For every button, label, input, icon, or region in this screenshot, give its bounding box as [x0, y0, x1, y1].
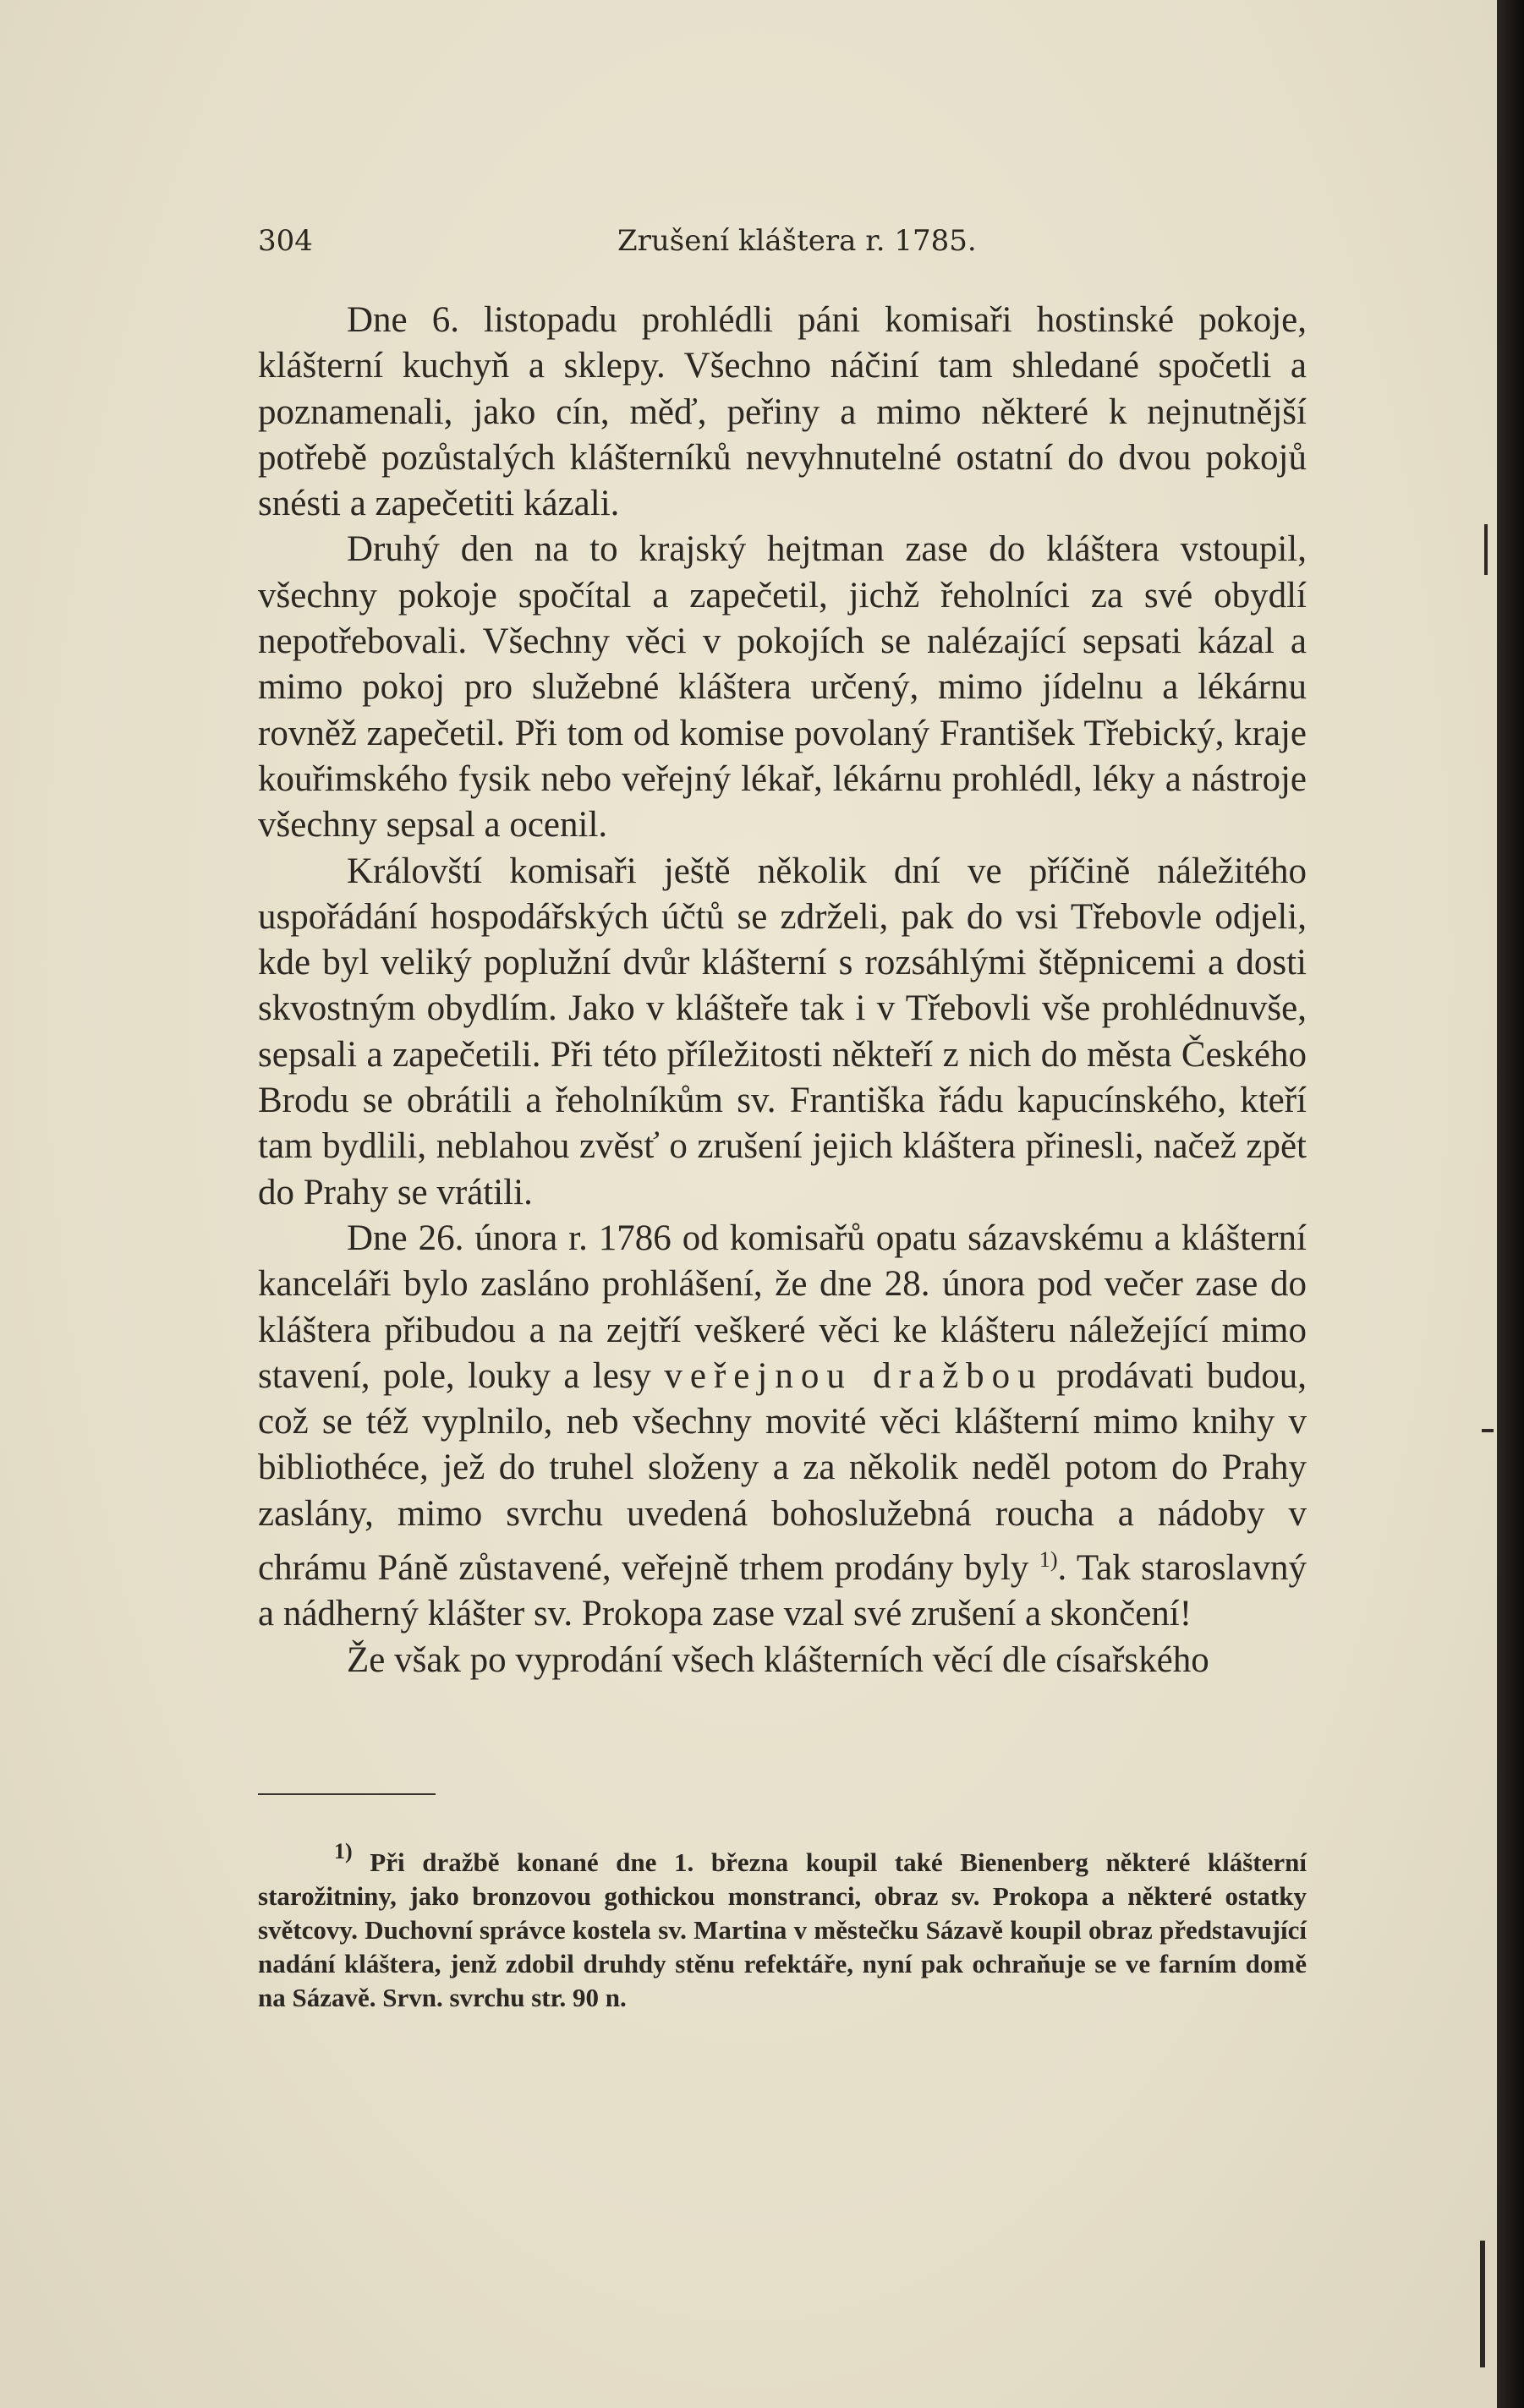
page-edge: [1497, 0, 1524, 2408]
paragraph-4-middle: prodávati budou, což se též vyplnilo, neb všechny movité věci klášterní mimo knihy v bibliothéce, jež do truhel složeny a za několik neděl potom do Prahy zaslány, mimo svrchu uvedená bohoslužebná roucha a nádoby v chrámu Páně zůstavené, veřejně trhem prodány byly: [258, 1355, 1307, 1589]
page-number: 304: [258, 224, 313, 258]
paragraph-4: [258, 1216, 1307, 1638]
footnote-reference: 1): [1039, 1547, 1058, 1573]
paragraph-4-end: . Tak staroslavný a nádherný klášter sv. Prokopa zase vzal své zrušení a skončení!: [258, 1548, 1307, 1634]
body-text: [258, 298, 1307, 1683]
footnote-paragraph: [258, 1835, 1307, 2015]
spaced-emphasis: veřejnou dražbou: [664, 1355, 1044, 1396]
footnote-separator: [258, 1793, 436, 1795]
running-title: Zrušení kláštera r. 1785.: [617, 224, 977, 258]
margin-mark: [1480, 2241, 1485, 2367]
footnote-text: Při dražbě konané dne 1. března koupil také Bienenberg některé klášterní starožitniny, jako bronzovou gothickou monstranci, obraz sv. Prokopa a některé ostatky světcovy. Duchovní správce kostela sv. Martina v městečku Sázavě koupil obraz představující nadání kláštera, jenž zdobil druhdy stěnu refektáře, nyní pak ochraňuje se ve farním domě na Sázavě. Srvn. svrchu str. 90 n.: [258, 1847, 1307, 2012]
page-header: [258, 224, 1302, 263]
paragraph-2: Druhý den na to krajský hejtman zase do kláštera vstoupil, všechny pokoje spočítal a zapečetil, jichž řeholníci za své obydlí nepotřebovali. Všechny věci v pokojích se nalézající sepsati kázal a mimo pokoj pro služebné kláštera určený, mimo jídelnu a lékárnu rovněž zapečetil. Při tom od komise povolaný František Třebický, kraje kouřimského fysik nebo veřejný lékař, lékárnu prohlédl, léky a nástroje všechny sepsal a ocenil.: [258, 529, 1307, 846]
footnote-marker: 1): [334, 1839, 353, 1863]
margin-mark: [1482, 1429, 1494, 1432]
paragraph-4-start: Dne 26. února r. 1786 od komisařů opatu sázavskému a klášterní kanceláři bylo zasláno prohlášení, že dne 28. února pod večer zase do kláštera přibudou a na zejtří veškeré věci ke klášteru náležející mimo stavení, pole, louky a lesy: [258, 1218, 1307, 1396]
paragraph-3: Královští komisaři ještě několik dní ve příčině náležitého uspořádání hospodářských účtů se zdrželi, pak do vsi Třebovle odjeli, kde byl veliký poplužní dvůr klášterní s rozsáhlými štěpnicemi a dosti skvostným obydlím. Jako v klášteře tak i v Třebovli vše prohlédnuvše, sepsali a zapečetili. Při této příležitosti někteří z nich do města Českého Brodu se obrátili a řeholníkům sv. Františka řádu kapucínského, kteří tam bydlili, neblahou zvěsť o zrušení jejich kláštera přinesli, načež zpět do Prahy se vrátili.: [258, 851, 1307, 1212]
paragraph-1: Dne 6. listopadu prohlédli páni komisaři hostinské pokoje, klášterní kuchyň a sklepy. Všechno náčiní tam shledané spočetli a poznamenali, jako cín, měď, peřiny a mimo některé k nejnutnější potřebě pozůstalých klášterníků nevyhnutelné ostatní do dvou pokojů snésti a zapečetiti kázali.: [258, 300, 1307, 524]
margin-mark: [1484, 524, 1488, 575]
footnote: [258, 1835, 1307, 2015]
paragraph-5: Že však po vyprodání všech klášterních věcí dle císařského: [347, 1639, 1209, 1680]
